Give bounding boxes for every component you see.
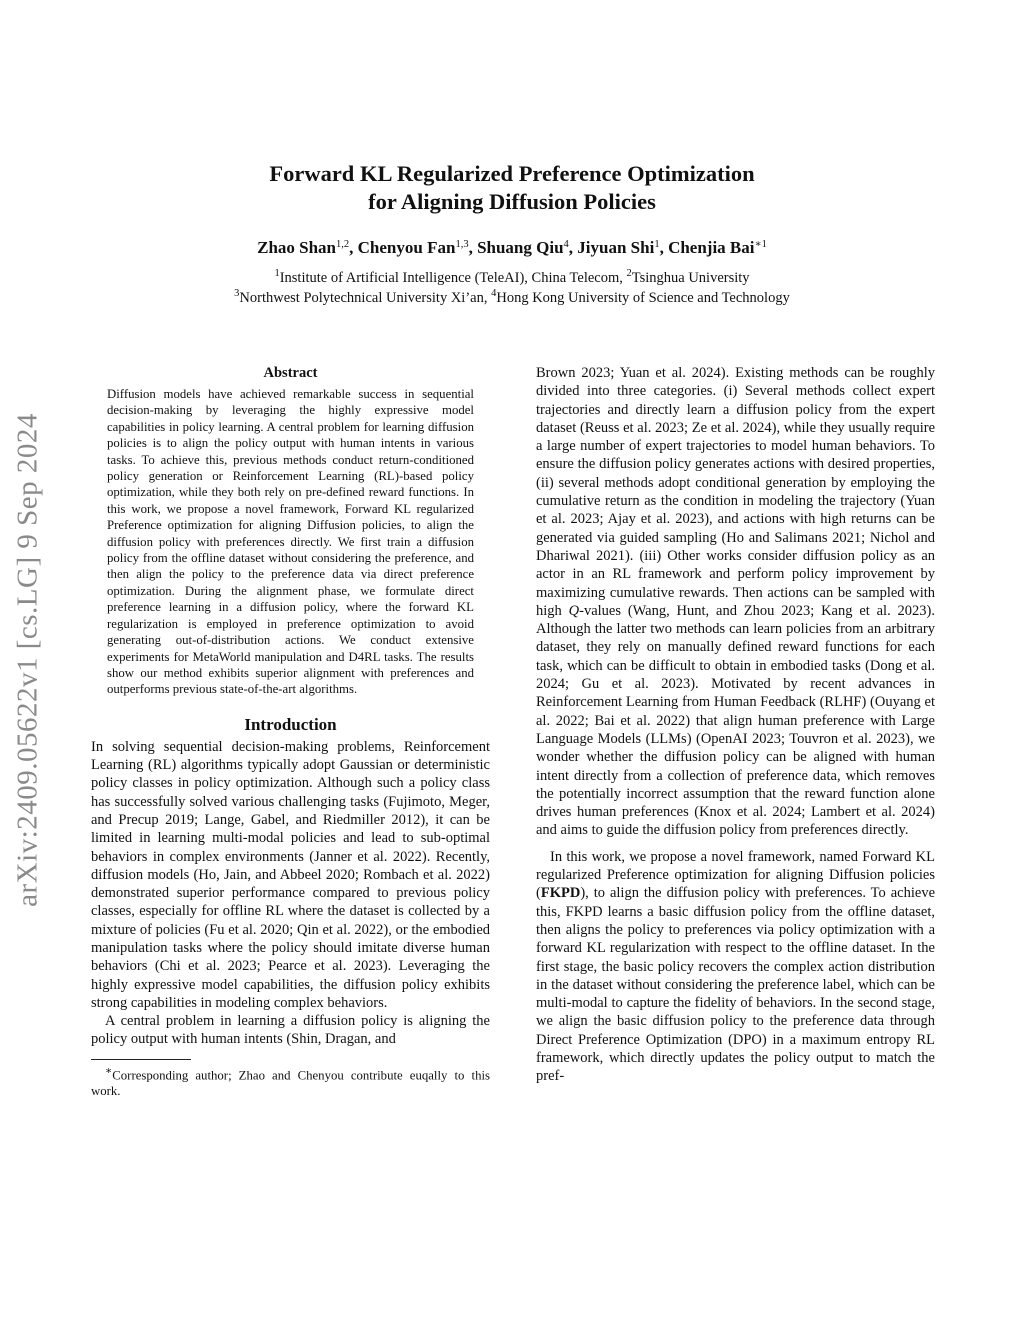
left-column	[91, 364, 490, 1099]
affiliations	[0, 268, 1024, 308]
abstract-text: Diffusion models have achieved remarkable success in sequential decision-making by leveraging the highly expressive model capabilities in policy learning. A central problem for learning diffusion policies is to align the policy output with human intents in various tasks. To achieve this, previous methods conduct return-conditioned policy generation or Reinforcement Learning (RL)-based policy optimization, while they both rely on pre-defined reward functions. In this work, we propose a novel framework, Forward KL regularized Preference optimization for aligning Diffusion policies, to align the diffusion policy with preferences directly. We first train a diffusion policy from the offline dataset without considering the preference, and then align the policy to the preference data via direct preference optimization. During the alignment phase, we formulate direct preference learning in a diffusion policy, where the forward KL regularization is employed in preference optimization to avoid generating out-of-distribution actions. We conduct extensive experiments for MetaWorld manipulation and D4RL tasks. The results show our method exhibits superior alignment with preferences and outperforms previous state-of-the-art algorithms.	[107, 387, 474, 697]
right-column	[536, 364, 935, 1086]
title-line-1: Forward KL Regularized Preference Optimization	[269, 161, 755, 186]
paper-title	[0, 160, 1024, 216]
title-line-2: for Aligning Diffusion Policies	[368, 189, 656, 214]
intro-paragraph-3: In this work, we propose a novel framework, named Forward KL regularized Preference optimization for aligning Diffusion policies (FKPD), to align the diffusion policy with preferences. To achieve this, FKPD learns a basic diffusion policy from the offline dataset, then aligns the policy to preferences via policy optimization with a forward KL regularization with respect to the offline dataset. In the first stage, the basic policy recovers the complex action distribution in the dataset without considering the preference label, which can be multi-modal to capture the fidelity of behaviors. In the second stage, we align the basic diffusion policy to the preference data through Direct Preference Optimization (DPO) in a maximum entropy RL framework, which directly updates the policy output to match the pref-	[536, 848, 935, 1085]
author: Chenjia Bai$^{∗1}$	[668, 238, 767, 257]
author: Chenyou Fan$^{1,3}$,	[357, 238, 478, 257]
affiliation-line-2: $^3$Northwest Polytechnical University Xi’an, $^4$Hong Kong University of Science and Technology	[234, 288, 790, 306]
abstract-heading: Abstract	[263, 365, 318, 381]
footnote-divider	[91, 1059, 191, 1060]
intro-paragraph-2-start: A central problem in learning a diffusion policy is aligning the policy output with human intents (Shin, Dragan, and	[91, 1013, 490, 1048]
footnote: ∗Corresponding author; Zhao and Chenyou contribute euqally to this work.	[91, 1065, 490, 1099]
intro-paragraph-2-continued: Brown 2023; Yuan et al. 2024). Existing methods can be roughly divided into three categories. (i) Several methods collect expert trajectories and directly learn a diffusion policy from the expert dataset (Reuss et al. 2023; Ze et al. 2024), while they usually require a large number of expert trajectories to model human behaviors. To ensure the diffusion policy generates actions with desired properties, (ii) several methods adopt conditional generation by employing the cumulative return as the condition in modeling the trajectory (Yuan et al. 2023; Ajay et al. 2023), and actions with high returns can be generated via guided sampling (Ho and Salimans 2021; Nichol and Dhariwal 2021). (iii) Other works consider diffusion policy as an actor in an RL framework and perform policy improvement by maximizing cumulative rewards. Then actions can be sampled with high Q-values (Wang, Hunt, and Zhou 2023; Kang et al. 2023). Although the latter two methods can learn policies from an arbitrary dataset, they rely on manually defined reward functions for each task, which can be difficult to obtain in embodied tasks (Dong et al. 2024; Gu et al. 2023). Motivated by recent advances in Reinforcement Learning from Human Feedback (RLHF) (Ouyang et al. 2022; Bai et al. 2022) that align human preference with Large Language Models (LLMs) (OpenAI 2023; Touvron et al. 2023), we wonder whether the diffusion policy can be aligned with human intent directly from a collection of preference data, which removes the potentially incorrect assumption that the reward function alone drives human preferences (Knox et al. 2024; Lambert et al. 2024) and aims to guide the diffusion policy from preferences directly.	[536, 365, 936, 839]
introduction-heading: Introduction	[244, 714, 337, 734]
author: Shuang Qiu$^4$,	[477, 238, 578, 257]
arxiv-identifier-stamp: arXiv:2409.05622v1 [cs.LG] 9 Sep 2024	[11, 413, 44, 907]
intro-paragraph-1: In solving sequential decision-making problems, Reinforcement Learning (RL) algorithms typically adopt Gaussian or deterministic policy classes in policy optimization. Although such a policy class has successfully solved various challenging tasks (Fujimoto, Meger, and Precup 2019; Lange, Gabel, and Riedmiller 2012), it can be limited in learning multi-modal policies and lead to sub-optimal behaviors in complex environments (Janner et al. 2022). Recently, diffusion models (Ho, Jain, and Abbeel 2020; Rombach et al. 2022) demonstrated superior performance compared to previous policy classes, especially for offline RL where the dataset is collected by a mixture of policies (Fu et al. 2020; Qin et al. 2022), or the embodied manipulation tasks where the policy should imitate diverse human behaviors (Chi et al. 2023; Pearce et al. 2023). Leveraging the highly expressive model capabilities, the diffusion policy exhibits strong capabilities in modeling complex behaviors.	[91, 738, 490, 1011]
affiliation-line-1: $^1$Institute of Artificial Intelligence (TeleAI), China Telecom, $^2$Tsinghua University	[274, 268, 750, 286]
author: Jiyuan Shi$^1$,	[577, 238, 669, 257]
author-list	[0, 236, 1024, 260]
author: Zhao Shan$^{1,2}$,	[257, 238, 358, 257]
